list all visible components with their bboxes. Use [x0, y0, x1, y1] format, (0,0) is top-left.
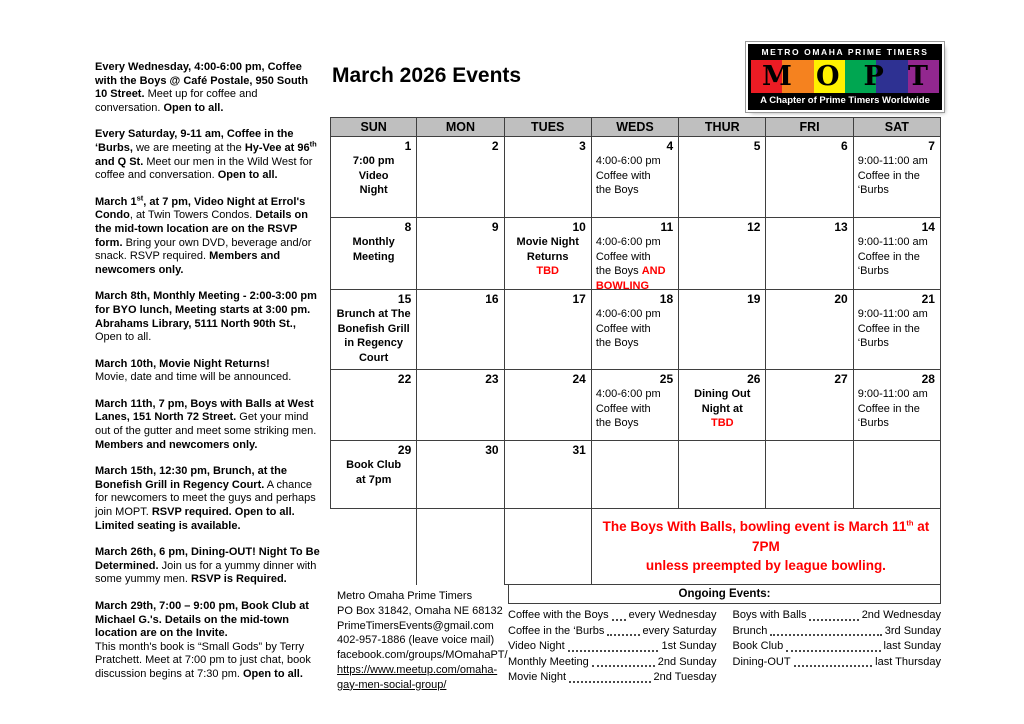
contact-line: PO Box 31842, Omaha NE 68132	[337, 604, 503, 617]
calendar-event	[854, 153, 940, 198]
calendar-event	[592, 306, 678, 351]
calendar-date: 4	[666, 139, 674, 153]
event-descriptions-sidebar	[95, 61, 322, 695]
calendar-date: 24	[572, 372, 586, 386]
text-segment: Brunch at The	[336, 308, 411, 320]
calendar-date: 23	[485, 372, 499, 386]
calendar-date: 26	[747, 372, 761, 386]
text-segment: 4:00-6:00 pm	[595, 155, 661, 167]
calendar-date: 22	[397, 372, 412, 386]
footer-contact	[337, 589, 515, 693]
ongoing-entry-when: last Thursday	[875, 655, 941, 668]
text-segment: Members and newcomers only.	[95, 250, 281, 276]
text-segment: BOWLING	[595, 279, 650, 289]
text-segment: Every Wednesday, 4:00-6:00 pm, Coffee with the Boys @ Café Postale, 950 South 10 Street.	[95, 61, 309, 101]
ongoing-entry	[508, 608, 717, 624]
calendar-cell	[854, 369, 941, 440]
text-segment: March 15th, 12:30 pm, Brunch, at the Bonefish Grill in Regency Court.	[95, 465, 287, 491]
text-segment: Coffee in the	[857, 322, 920, 335]
event-line	[596, 279, 678, 290]
calendar-cell	[679, 369, 766, 440]
calendar-date: 13	[834, 220, 848, 234]
text-segment: Book Club	[346, 459, 402, 471]
ongoing-entry-when: 2nd Sunday	[657, 655, 717, 668]
event-line	[596, 307, 678, 322]
text-segment: AND	[641, 265, 666, 277]
text-segment: 9:00-11:00 am	[857, 308, 928, 320]
text-segment: Details on the mid-town location are on the Invite.	[95, 613, 289, 640]
calendar-cell	[854, 440, 941, 508]
text-segment: ‘Burbs	[857, 265, 889, 277]
calendar-week-row	[330, 289, 941, 369]
text-segment: Coffee in the	[857, 402, 920, 415]
dot-leader	[770, 634, 881, 636]
calendar-cell	[854, 289, 941, 369]
dot-leader	[612, 619, 626, 621]
calendar-date: 11	[660, 220, 674, 234]
calendar-date: 25	[659, 372, 674, 386]
text-segment: Movie Night	[516, 236, 579, 248]
event-line	[596, 235, 678, 250]
calendar-cell	[854, 136, 941, 217]
text-segment: Open to all.	[242, 667, 303, 680]
logo-bottom-text: A Chapter of Prime Timers Worldwide	[760, 95, 930, 106]
calendar-cell	[417, 136, 504, 217]
logo-letter: O	[815, 61, 840, 92]
text-segment: ‘Burbs	[857, 184, 889, 196]
calendar-event	[854, 306, 940, 351]
text-segment: Video	[358, 169, 389, 182]
calendar-cell	[330, 369, 417, 440]
text-segment: unless preempted by league bowling.	[645, 558, 886, 574]
event-line	[505, 250, 591, 265]
calendar-event	[592, 234, 678, 289]
ongoing-entry	[508, 624, 717, 640]
text-segment: Join us for a yummy dinner with some yummy men.	[95, 559, 317, 586]
ongoing-entry-when: every Saturday	[642, 624, 717, 637]
text-segment: we are meeting at the	[132, 141, 245, 154]
text-segment: March 29th, 7:00 – 9:00 pm, Book Club at Michael G.'s.	[95, 600, 309, 626]
ongoing-entry-name: Book Club	[732, 640, 784, 653]
calendar-cell	[592, 217, 679, 289]
event-line	[331, 169, 416, 184]
text-segment: March 26th, 6 pm, Dining-OUT! Night To Be Determined.	[95, 546, 320, 572]
ongoing-entry	[733, 624, 942, 640]
calendar-cell	[330, 508, 417, 585]
text-segment: the Boys	[595, 265, 642, 277]
event-line	[505, 264, 591, 279]
text-segment: Meet up for coffee and conversation.	[95, 88, 258, 114]
sidebar-paragraph	[95, 290, 322, 344]
calendar-date: 29	[397, 443, 412, 457]
event-line	[858, 235, 940, 250]
calendar-event	[331, 457, 416, 487]
text-segment: Coffee in the	[857, 250, 920, 263]
ongoing-entry-when: 2nd Wednesday	[861, 609, 941, 621]
calendar-event	[592, 153, 678, 198]
event-line	[858, 250, 940, 265]
text-segment: Open to all.	[163, 101, 224, 114]
calendar-cell	[417, 217, 504, 289]
text-segment: Night	[359, 184, 388, 196]
text-segment: the Boys	[595, 184, 639, 196]
event-line	[596, 250, 678, 265]
event-line	[679, 416, 765, 431]
note-line	[592, 556, 940, 576]
text-segment: 9:00-11:00 am	[857, 155, 928, 167]
text-segment: March 11th, 7 pm, Boys with Balls at West Lanes, 151 North 72 Street.	[95, 397, 314, 424]
text-segment: 4:00-6:00 pm	[595, 388, 661, 400]
calendar-event	[331, 234, 416, 264]
event-line	[596, 402, 678, 417]
dot-leader	[592, 665, 655, 667]
calendar-date: 19	[747, 292, 761, 306]
calendar-date: 3	[579, 139, 586, 153]
ongoing-entry-when: last Sunday	[883, 640, 941, 653]
calendar-bottom-row	[330, 508, 941, 585]
event-line	[858, 387, 940, 402]
calendar-cell	[330, 440, 417, 508]
text-segment: Coffee with	[595, 169, 651, 182]
text-segment: Meeting	[352, 250, 395, 263]
calendar-date: 16	[485, 292, 499, 306]
note-line	[592, 517, 940, 556]
event-line	[858, 322, 940, 337]
meetup-link[interactable]: https://www.meetup.com/omaha-gay-men-social-group/	[337, 663, 498, 691]
event-line	[596, 154, 678, 169]
text-segment: RSVP is Required.	[190, 573, 287, 586]
text-segment: and Q St.	[95, 155, 144, 168]
calendar-cell	[592, 289, 679, 369]
dot-leader	[607, 634, 639, 636]
sidebar-paragraph	[95, 600, 322, 682]
ongoing-entry	[508, 670, 717, 686]
calendar-cell	[505, 440, 592, 508]
text-segment: RSVP required. Open to all. Limited seating is available.	[95, 506, 295, 532]
calendar-cell	[505, 217, 592, 289]
bowling-note	[592, 508, 941, 585]
calendar-cell	[679, 440, 766, 508]
sidebar-paragraph	[95, 358, 322, 385]
ongoing-entry-name: Boys with Balls	[732, 609, 807, 621]
text-segment: March 1	[95, 195, 137, 208]
text-segment: The Boys With Balls, bowling event is March 11	[602, 519, 907, 535]
text-segment: Movie, date and time will be announced.	[95, 371, 292, 384]
calendar-cell	[592, 136, 679, 217]
text-segment: Night at	[701, 402, 743, 415]
calendar-event	[505, 234, 591, 279]
event-line	[596, 322, 678, 337]
ongoing-entry-when: 1st Sunday	[661, 640, 717, 653]
sidebar-paragraph	[95, 128, 322, 182]
text-segment: the Boys	[595, 337, 639, 349]
event-line	[331, 250, 416, 265]
calendar-event	[331, 306, 416, 365]
contact-line: 402-957-1886 (leave voice mail)	[337, 634, 495, 647]
day-header: THUR	[679, 117, 766, 136]
calendar-date: 9	[491, 220, 499, 234]
event-line	[596, 169, 678, 184]
text-segment: , at 7 pm, Video Night at Errol's Condo	[95, 195, 306, 222]
text-segment: 4:00-6:00 pm	[595, 308, 661, 320]
calendar-cell	[766, 136, 853, 217]
ongoing-entry	[508, 655, 717, 671]
sidebar-paragraph	[95, 465, 322, 533]
text-segment: Hy-Vee at 96	[244, 141, 310, 154]
ongoing-entry	[733, 639, 942, 655]
sidebar-paragraph	[95, 546, 322, 587]
contact-line: facebook.com/groups/MOmahaPT/	[337, 649, 508, 662]
text-segment: 9:00-11:00 am	[857, 388, 928, 400]
calendar-cell	[766, 289, 853, 369]
calendar-cell	[679, 136, 766, 217]
dot-leader	[809, 619, 858, 621]
text-segment: Open to all.	[217, 169, 278, 182]
text-segment: Bonefish Grill	[337, 322, 410, 335]
calendar-week-row	[330, 440, 941, 508]
text-segment: Every Saturday, 9-11 am, Coffee in the ‘Burbs,	[95, 128, 294, 154]
calendar-cell	[505, 289, 592, 369]
day-header: SAT	[854, 117, 941, 136]
calendar-date: 31	[572, 443, 586, 457]
calendar-date: 1	[404, 139, 412, 153]
rainbow-stripes	[751, 60, 939, 93]
mopt-logo	[748, 44, 942, 110]
day-header: TUES	[505, 117, 592, 136]
text-segment: 9:00-11:00 am	[857, 236, 928, 248]
day-header: FRI	[766, 117, 853, 136]
text-segment: at 7pm	[355, 473, 392, 486]
text-segment: th	[906, 518, 914, 528]
dot-leader	[794, 665, 873, 667]
calendar-date: 12	[747, 220, 761, 234]
ongoing-events	[508, 584, 941, 686]
text-segment: Coffee with	[595, 322, 651, 335]
text-segment: A chance for newcomers to meet the guys and perhaps join MOPT.	[95, 478, 316, 519]
calendar-event	[854, 234, 940, 279]
calendar-cell	[330, 289, 417, 369]
text-segment: Get your mind out of the gutter and meet some striking men.	[95, 411, 317, 438]
event-line	[858, 307, 940, 322]
event-line	[858, 183, 940, 198]
ongoing-events-right-column	[733, 608, 942, 686]
calendar-cell	[592, 440, 679, 508]
text-segment: st	[136, 193, 144, 203]
event-line	[331, 336, 416, 351]
calendar-week-row	[330, 369, 941, 440]
march-calendar	[330, 117, 941, 585]
text-segment: ‘Burbs	[857, 337, 889, 349]
calendar-week-row	[330, 217, 941, 289]
calendar-event	[592, 386, 678, 431]
calendar-cell	[766, 217, 853, 289]
dot-leader	[569, 681, 650, 683]
day-header: MON	[417, 117, 504, 136]
text-segment: 7:00 pm	[352, 155, 395, 167]
calendar-week-row	[330, 136, 941, 217]
logo-top-text: METRO OMAHA PRIME TIMERS	[761, 47, 929, 57]
calendar-date: 10	[572, 220, 586, 234]
text-segment: th	[309, 139, 317, 149]
calendar-date: 30	[485, 443, 499, 457]
text-segment: Details on the mid-town location are on the RSVP form.	[95, 209, 308, 249]
event-line	[858, 336, 940, 351]
ongoing-entry-when: 3rd Sunday	[884, 624, 941, 637]
ongoing-entry	[733, 655, 942, 671]
calendar-event	[679, 386, 765, 431]
page-title: March 2026 Events	[332, 64, 522, 87]
calendar-date: 20	[834, 292, 848, 306]
ongoing-entry-name: Movie Night	[508, 671, 567, 684]
text-segment: Coffee with	[595, 250, 651, 263]
text-segment: TBD	[710, 417, 734, 429]
text-segment: ‘Burbs	[857, 417, 889, 429]
ongoing-entry-name: Brunch	[732, 624, 768, 637]
event-line	[679, 402, 765, 417]
text-segment: Members and newcomers only.	[95, 438, 258, 451]
calendar-date: 5	[753, 139, 761, 153]
calendar-date: 15	[397, 292, 412, 306]
calendar-cell	[417, 369, 504, 440]
event-line	[331, 307, 416, 322]
text-segment: Meet our men in the Wild West for coffee and conversation.	[95, 155, 313, 182]
event-line	[331, 154, 416, 169]
day-header: SUN	[330, 117, 417, 136]
event-line	[858, 264, 940, 279]
dot-leader	[568, 650, 659, 652]
text-segment: 4:00-6:00 pm	[595, 236, 661, 248]
calendar-date: 8	[404, 220, 412, 234]
ongoing-entry-when: 2nd Tuesday	[653, 671, 717, 684]
calendar-cell	[505, 508, 592, 585]
ongoing-entry-when: every Wednesday	[628, 609, 717, 621]
logo-letter: P	[863, 61, 884, 92]
event-line	[858, 416, 940, 431]
text-segment: Coffee in the	[857, 169, 920, 182]
text-segment: at 7PM	[752, 519, 930, 554]
logo-letters	[751, 60, 939, 93]
calendar-cell	[679, 289, 766, 369]
text-segment: the Boys	[595, 417, 639, 429]
event-line	[331, 351, 416, 366]
ongoing-entry-name: Coffee in the ‘Burbs	[508, 624, 605, 637]
text-segment: Court	[358, 351, 389, 364]
calendar-event	[854, 386, 940, 431]
event-line	[596, 336, 678, 351]
calendar-cell	[592, 369, 679, 440]
text-segment: Open to all.	[95, 331, 152, 344]
logo-letter: T	[907, 61, 928, 92]
ongoing-entry	[733, 608, 942, 624]
calendar-cell	[417, 508, 504, 585]
calendar-cell	[417, 440, 504, 508]
ongoing-entry-name: Coffee with the Boys	[508, 609, 609, 621]
text-segment: Coffee with	[595, 402, 651, 415]
text-segment: March 10th, Movie Night Returns!	[95, 357, 270, 370]
event-line	[331, 235, 416, 250]
calendar-cell	[417, 289, 504, 369]
calendar-date: 28	[921, 372, 935, 386]
calendar-cell	[766, 440, 853, 508]
event-line	[596, 264, 678, 279]
ongoing-entry-name: Video Night	[508, 640, 565, 653]
calendar-date: 6	[841, 139, 848, 153]
ongoing-entry	[508, 639, 717, 655]
ongoing-entry-name: Monthly Meeting	[508, 655, 589, 668]
sidebar-paragraph	[95, 398, 322, 452]
dot-leader	[786, 650, 880, 652]
calendar-date: 7	[928, 139, 935, 153]
calendar-cell	[766, 369, 853, 440]
text-segment: Dining Out	[694, 388, 751, 400]
calendar-cell	[330, 136, 417, 217]
event-line	[331, 322, 416, 337]
event-line	[331, 183, 416, 198]
calendar-cell	[505, 369, 592, 440]
calendar-date: 18	[659, 292, 674, 306]
sidebar-paragraph	[95, 61, 322, 115]
text-segment: Monthly	[352, 236, 395, 248]
sidebar-paragraph	[95, 193, 322, 278]
text-segment: in Regency	[344, 337, 403, 349]
text-segment: , at Twin Towers Condos.	[129, 209, 256, 222]
text-segment: Bring your own DVD, beverage and/or snack. RSVP required.	[95, 236, 312, 263]
event-line	[331, 458, 416, 473]
calendar-cell	[679, 217, 766, 289]
event-line	[858, 154, 940, 169]
ongoing-entry-name: Dining-OUT	[732, 655, 791, 668]
contact-line: Metro Omaha Prime Timers	[337, 590, 473, 602]
calendar-cell	[505, 136, 592, 217]
text-segment: This month's book is “Small Gods” by Terry Pratchett. Meet at 7:00 pm to just chat, book discussion begins at 7:30 pm.	[95, 640, 311, 680]
text-segment: March 8th, Monthly Meeting - 2:00-3:00 pm for BYO lunch, Meeting starts at 3:00 pm. Abrahams Library, 5111 North 90th St.,	[95, 290, 317, 330]
event-line	[858, 402, 940, 417]
event-line	[596, 416, 678, 431]
event-line	[679, 387, 765, 402]
event-line	[331, 473, 416, 488]
calendar-date: 21	[921, 292, 935, 306]
event-line	[596, 183, 678, 198]
text-segment: Returns	[526, 250, 569, 263]
calendar-date: 2	[491, 139, 499, 153]
event-line	[505, 235, 591, 250]
logo-letter: M	[762, 61, 792, 92]
calendar-cell	[330, 217, 417, 289]
calendar-date: 17	[572, 292, 586, 306]
calendar-date: 14	[921, 220, 935, 234]
contact-line: PrimeTimersEvents@gmail.com	[337, 619, 494, 632]
event-line	[596, 387, 678, 402]
ongoing-events-left-column	[508, 608, 717, 686]
calendar-cell	[854, 217, 941, 289]
event-line	[858, 169, 940, 184]
day-header: WEDS	[592, 117, 679, 136]
calendar-date: 27	[834, 372, 848, 386]
calendar-event	[331, 153, 416, 198]
ongoing-events-title: Ongoing Events:	[508, 584, 941, 604]
text-segment: TBD	[536, 265, 559, 277]
